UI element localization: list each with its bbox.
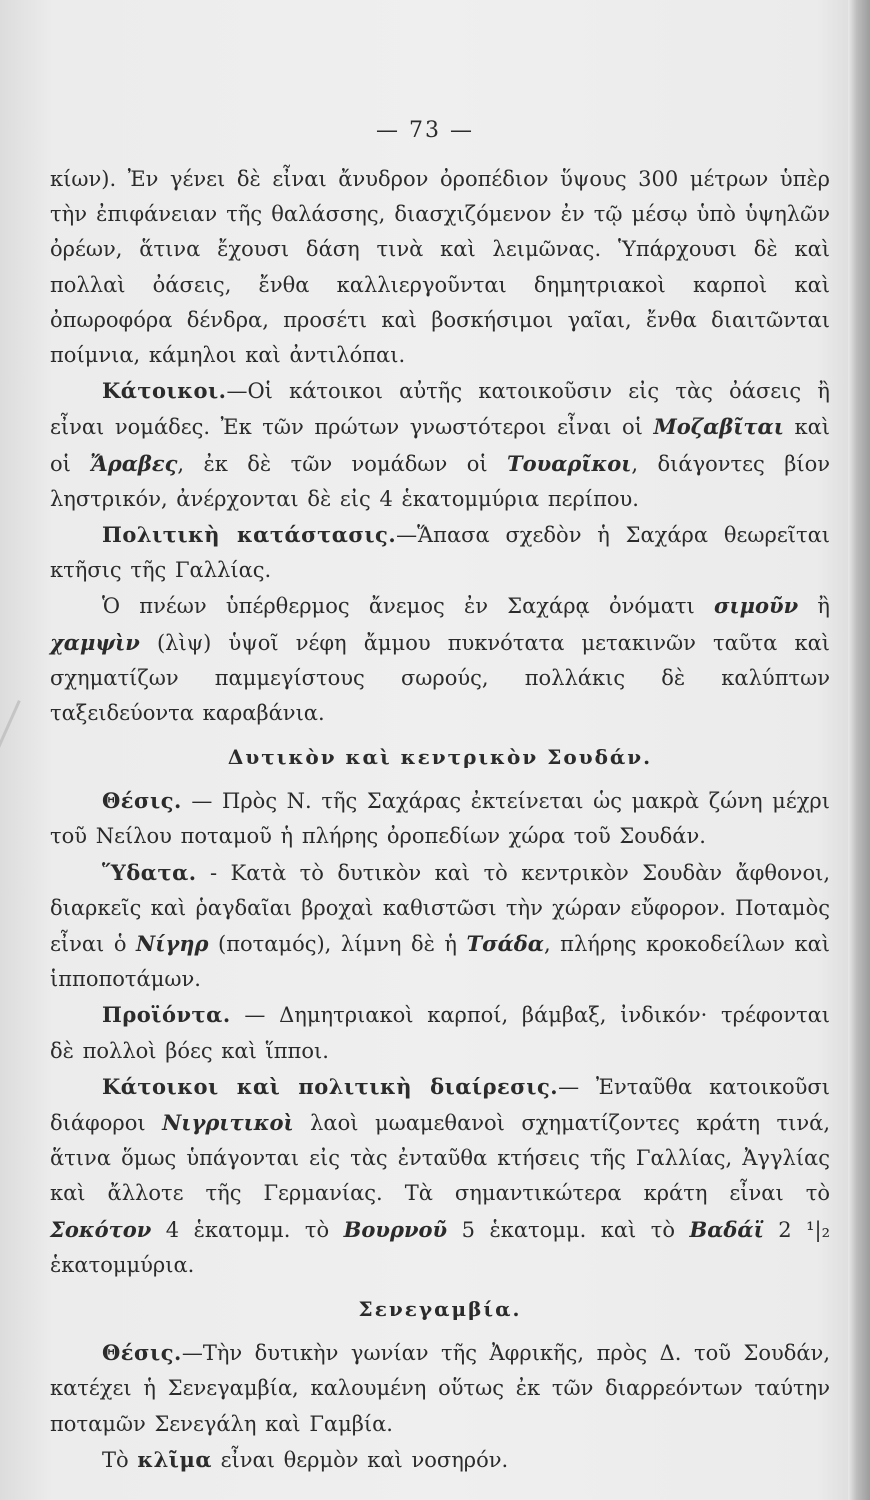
simoom-text-2: ἢ (798, 594, 830, 619)
waters-text-3: , πλήρης κροκοδείλων καὶ ἱπποποτάμων. (50, 932, 830, 992)
waters-text-1: - Κατὰ τὸ δυτικὸν καὶ τὸ κεντρικὸν Σουδὰν ἄφθονοι, διαρκεῖς καὶ ῥαγδαῖαι βροχαὶ καθιστῶσι τὴν χώραν εὔφορον. Ποταμὸς εἶναι ὁ (50, 860, 830, 957)
paragraph-waters (50, 855, 830, 998)
inhabitants-text-3: , ἐκ δὲ τῶν νομάδων οἱ (177, 451, 508, 476)
term-sokoto: Σοκότον (50, 1216, 152, 1242)
page-edge (848, 0, 870, 1500)
senegambia-position-text: —Τὴν δυτικὴν γωνίαν τῆς Ἀφρικῆς, πρὸς Δ. τοῦ Σουδάν, κατέχει ἡ Σενεγαμβία, καλουμένη οὕτως ἐκ τῶν διαρρεόντων ταύτην ποταμῶν Σενεγάλη καὶ Γαμβία. (50, 1341, 830, 1436)
sudan-position-text: — Πρὸς Ν. τῆς Σαχάρας ἐκτείνεται ὡς μακρὰ ζώνη μέχρι τοῦ Νείλου ποταμοῦ ἡ πλήρης ὀροπεδίων χώρα τοῦ Σουδάν. (50, 789, 830, 849)
heading-products: Προϊόντα. (102, 1002, 231, 1028)
term-arabs: Ἄραβες (90, 450, 178, 476)
term-wadai: Βαδάϊ (689, 1216, 764, 1242)
division-text-2: λαοὶ μωαμεθανοὶ σχηματίζοντες κράτη τινά, ἅτινα ὅμως ὑπάγονται εἰς τὰς ἐνταῦθα κτήσεις τῆς Γαλλίας, Ἀγγλίας καὶ ἄλλοτε τῆς Γερμανίας. Τὰ σημαντικώτερα κράτη εἶναι τὸ (50, 1111, 830, 1206)
paragraph-inhabitants (50, 373, 830, 517)
political-status-text: —Ἅπασα σχεδὸν ἡ Σαχάρα θεωρεῖται κτῆσις τῆς Γαλλίας. (50, 523, 830, 583)
section-title-senegambia: Σενεγαμβία. (358, 1297, 522, 1322)
term-climate: κλῖμα (137, 1446, 212, 1472)
term-mozabites: Μοζαβῖται (653, 414, 784, 440)
paragraph-inhabitants-division (50, 1069, 830, 1283)
paragraph-simoom (50, 588, 830, 731)
paragraph-climate (50, 1442, 830, 1478)
heading-waters: Ὕδατα. (102, 859, 197, 885)
body-text (50, 162, 830, 1478)
products-text: — Δημητριακοὶ καρποί, βάμβαξ, ἰνδικόν· τρέφονται δὲ πολλοὶ βόες καὶ ἵπποι. (50, 1003, 830, 1063)
heading-senegambia-position: Θέσις. (102, 1340, 182, 1366)
paragraph-intro (50, 162, 830, 373)
simoom-text-3: (λὶψ) ὑψοῖ νέφη ἄμμου πυκνότατα μετακινῶν ταῦτα καὶ σχηματίζων παμμεγίστους σωρούς, πολλάκις δὲ καλύπτων ταξειδεύοντα καραβάνια. (50, 630, 830, 726)
inhabitants-text-2: καὶ οἱ (50, 415, 831, 476)
waters-text-2: (ποταμός), λίμνη δὲ ἡ (208, 932, 467, 957)
term-chad: Τσάδα (466, 931, 544, 957)
paragraph-political-status (50, 517, 830, 588)
division-text-4: 5 ἑκατομμ. καὶ τὸ (447, 1217, 690, 1242)
paragraph-senegambia-position (50, 1335, 830, 1442)
term-simoom: σιμοῦν (713, 593, 799, 619)
term-tuareg: Τουαρῖκοι (507, 450, 632, 476)
term-niger: Νίγηρ (136, 931, 209, 957)
pencil-mark (0, 700, 21, 802)
page-number: — 73 — (376, 118, 474, 143)
inhabitants-text-4: , διάγοντες βίον ληστρικόν, ἀνέρχονται δὲ εἰς 4 ἑκατομμύρια περίπου. (50, 451, 830, 511)
heading-political-status: Πολιτικὴ κατάστασις. (102, 522, 397, 548)
simoom-text-1: Ὁ πνέων ὑπέρθερμος ἄνεμος ἐν Σαχάρᾳ ὀνόματι (102, 594, 714, 619)
division-text-3: 4 ἑκατομμ. τὸ (151, 1217, 344, 1242)
climate-text-1: Τὸ (102, 1447, 138, 1472)
heading-sudan-position: Θέσις. (102, 788, 182, 814)
inhabitants-text-1: —Οἱ κάτοικοι αὐτῆς κατοικοῦσιν εἰς τὰς ὀάσεις ἢ εἶναι νομάδες. Ἐκ τῶν πρώτων γνωστότεροι εἶναι οἱ (50, 379, 830, 440)
heading-inhabitants-division: Κάτοικοι καὶ πολιτικὴ διαίρεσις. (102, 1073, 559, 1099)
climate-text-2: εἶναι θερμὸν καὶ νοσηρόν. (212, 1447, 509, 1472)
term-nigritic: Νιγριτικοὶ (162, 1110, 294, 1136)
section-title-sudan: Δυτικὸν καὶ κεντρικὸν Σουδάν. (227, 745, 653, 770)
term-bornu: Βουρνοῦ (343, 1216, 448, 1242)
division-text-1: — Ἐνταῦθα κατοικοῦσι διάφοροι (50, 1074, 830, 1136)
paragraph-products (50, 997, 830, 1068)
heading-inhabitants: Κάτοικοι. (102, 378, 227, 404)
term-khamsin: χαμψὶν (50, 629, 140, 655)
intro-text: κίων). Ἐν γένει δὲ εἶναι ἄνυδρον ὀροπέδιον ὕψους 300 μέτρων ὑπὲρ τὴν ἐπιφάνειαν τῆς θαλάσσης, διασχιζόμενον ἐν τῷ μέσῳ ὑπὸ ὑψηλῶν ὀρέων, ἅτινα ἔχουσι δάση τινὰ καὶ λειμῶνας. Ὑπάρχουσι δὲ καὶ πολλαὶ ὀάσεις, ἔνθα καλλιεργοῦνται δημητριακοὶ καρποὶ καὶ ὀπωροφόρα δένδρα, προσέτι καὶ βοσκήσιμοι γαῖαι, ἔνθα διαιτῶνται ποίμνια, κάμηλοι καὶ ἀντιλόπαι. (50, 167, 830, 368)
paragraph-sudan-position (50, 783, 830, 854)
division-text-5: 2 ¹|₂ ἑκατομμύρια. (50, 1217, 830, 1277)
